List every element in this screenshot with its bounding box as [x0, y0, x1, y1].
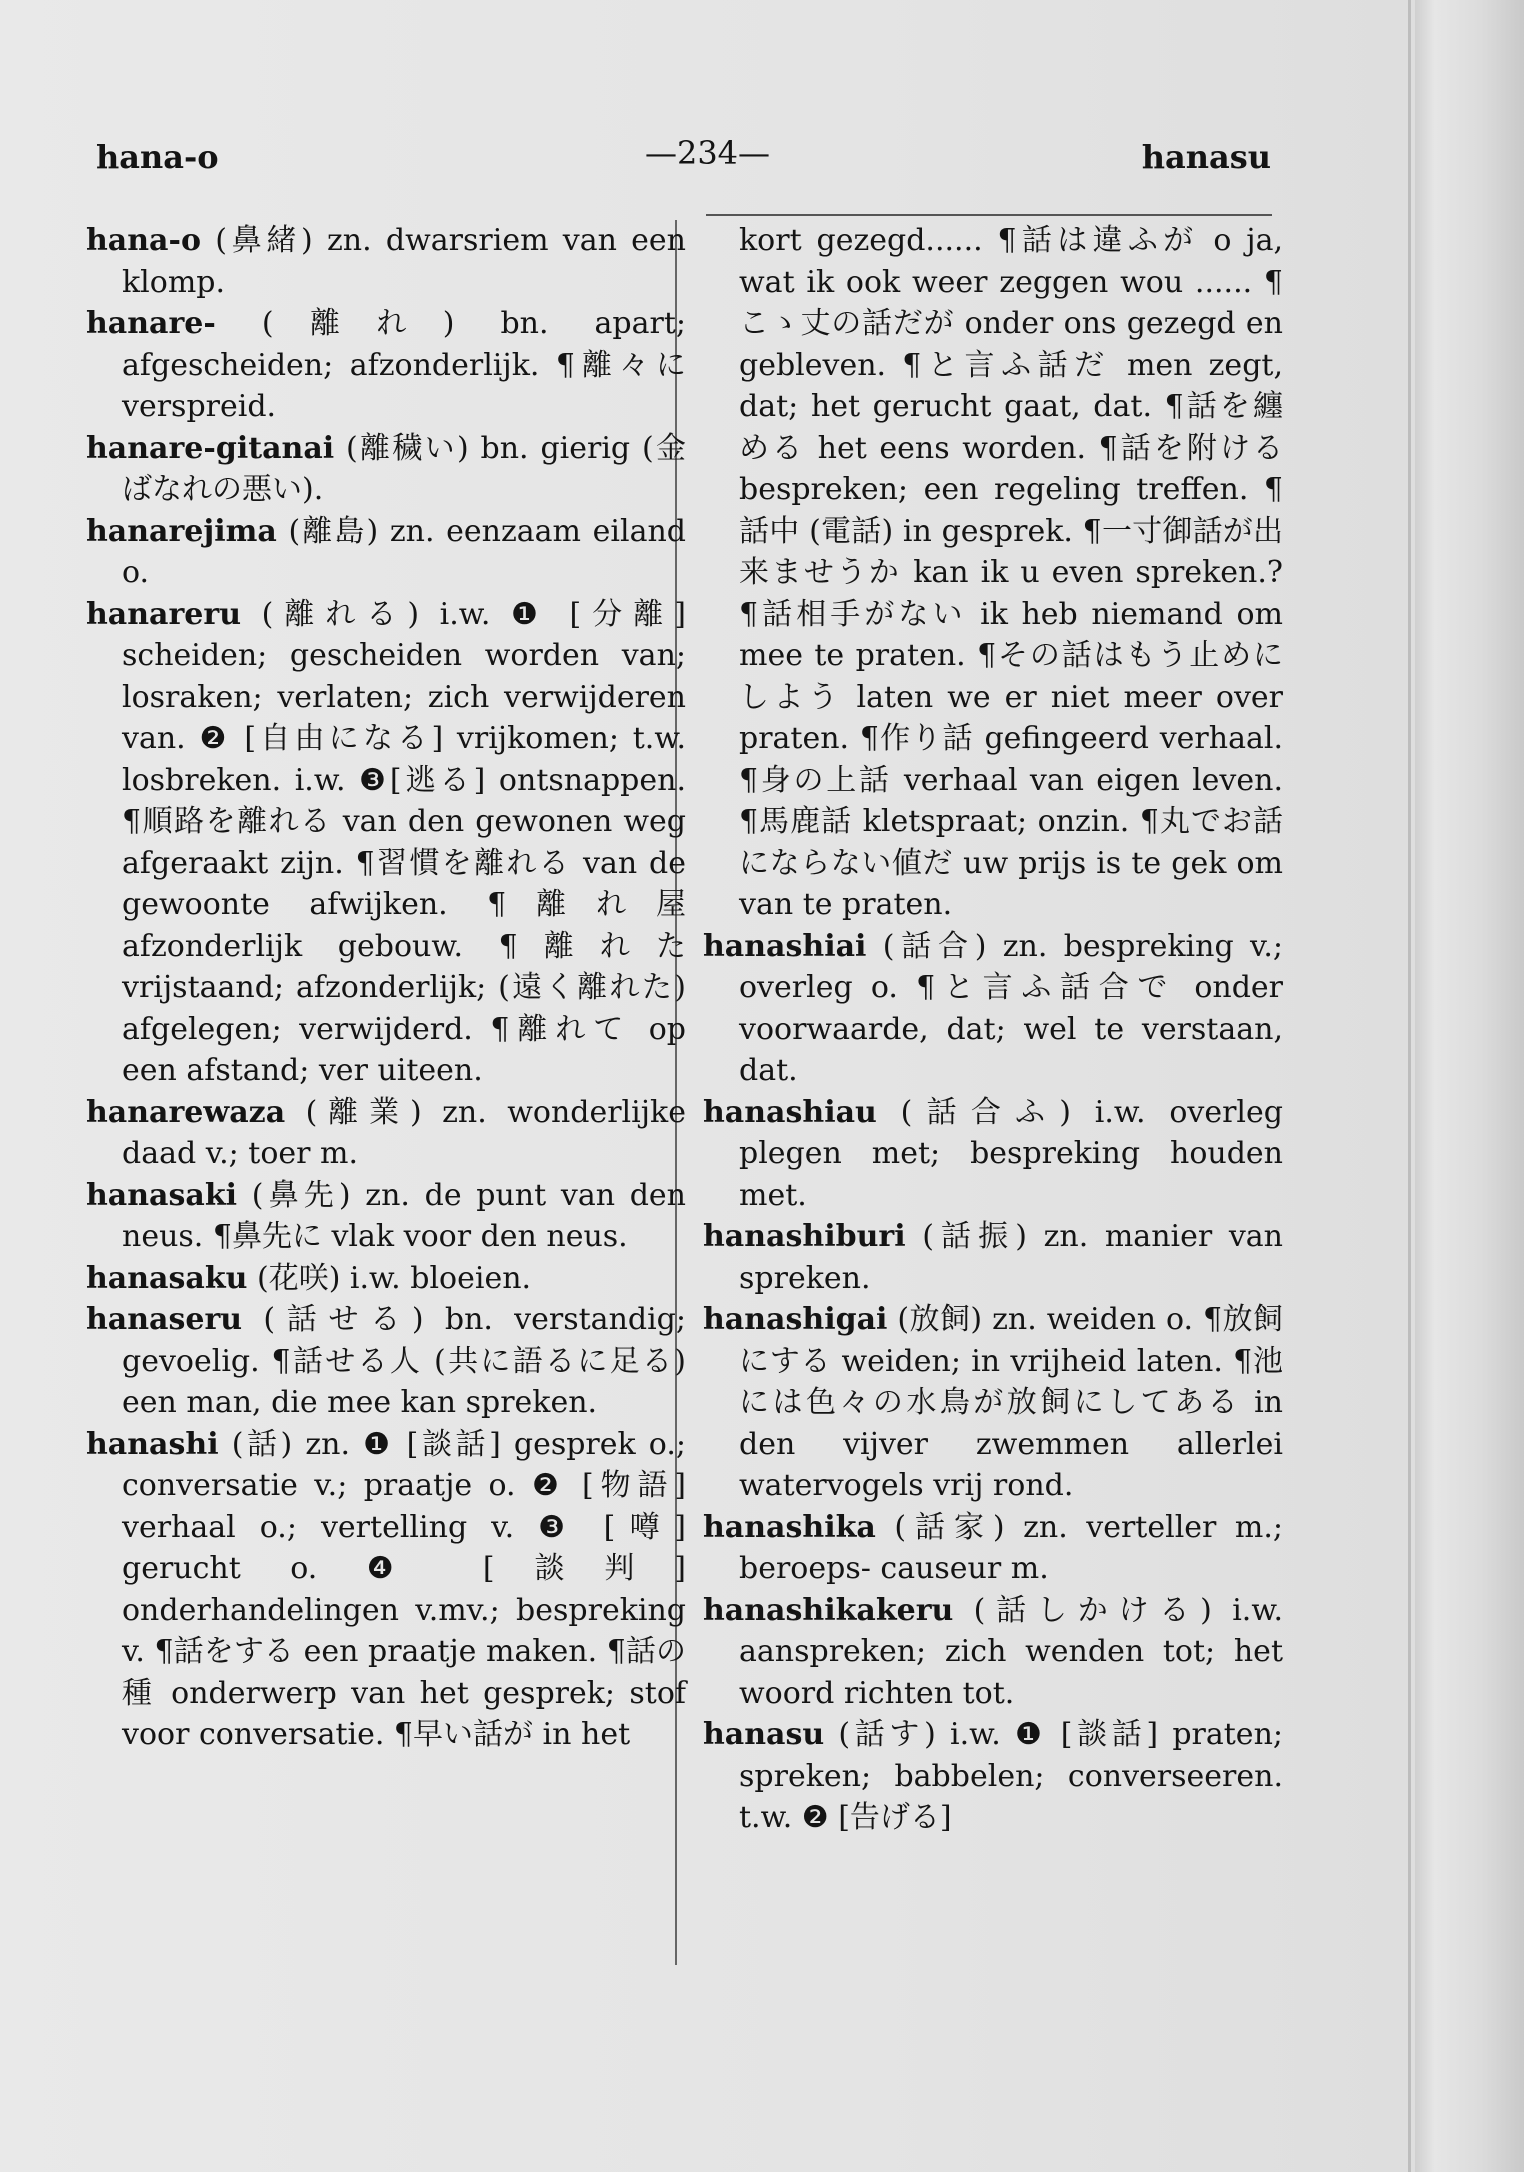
entry-headword: hana-o: [86, 223, 201, 258]
entry-headword: hanare-gitanai: [86, 430, 335, 466]
entry-headword: hanareru: [86, 596, 242, 632]
dictionary-entry: [703, 1092, 1283, 1217]
entry-headword: hanashi: [86, 1426, 219, 1462]
entry-body: (話) zn. ❶ [談話] gesprek o.; conversatie v.; praatje o. ❷ [物語] verhaal o.; vertelling v. ❸ [噂] gerucht o. ❹ [談判] onderhandelingen v.mv.; bespreking v. ¶話をする een praatje maken. ¶話の種 onderwerp van het gesprek; stof voor conversatie. ¶早い話が in het: [122, 1426, 686, 1752]
left-column: [86, 220, 686, 1756]
dictionary-entry: [86, 594, 686, 1092]
entry-headword: hanashiau: [703, 1094, 877, 1130]
entry-body: (離穢い) bn. gierig (金ばなれの悪い).: [122, 430, 686, 507]
page-number: —234—: [644, 134, 771, 172]
entry-body: (話す) i.w. ❶ [談話] praten; spreken; babbelen; converseeren. t.w. ❷ [告げる]: [739, 1717, 1283, 1835]
entry-headword: hanasaku: [86, 1260, 248, 1296]
facing-page-edge: [1415, 0, 1524, 2172]
entry-headword: hanasaki: [86, 1177, 238, 1213]
dictionary-entry: [86, 1424, 686, 1756]
entry-body: (話合) zn. bespreking v.; overleg o. ¶と言ふ話合で onder voorwaarde, dat; wel te verstaan, dat.: [739, 928, 1283, 1088]
dictionary-entry: [86, 1299, 686, 1424]
dictionary-entry: [86, 1092, 686, 1175]
entry-headword: hanashiburi: [703, 1219, 906, 1254]
entry-headword: hanasu: [703, 1717, 825, 1752]
dictionary-entry: [703, 1299, 1283, 1507]
entry-body: (話振) zn. manier van spreken.: [739, 1219, 1283, 1296]
dictionary-entry: [86, 1258, 686, 1300]
entry-headword: hanashigai: [703, 1302, 888, 1337]
entry-headword: hanashiai: [703, 928, 867, 964]
entry-headword: hanare-: [86, 306, 216, 341]
dictionary-entry: [703, 926, 1283, 1092]
entry-headword: hanashikakeru: [703, 1592, 954, 1628]
entry-body: (離業) zn. wonderlijke daad v.; toer m.: [122, 1094, 686, 1171]
dictionary-entry: [703, 1216, 1283, 1299]
dictionary-entry: [703, 1507, 1283, 1590]
entry-body: (話しかける) i.w. aanspreken; zich wenden tot; het woord richten tot.: [739, 1592, 1283, 1711]
entry-body: (離れ) bn. apart; afgescheiden; afzonderlijk. ¶離々に verspreid.: [122, 306, 686, 424]
dictionary-entry: [86, 511, 686, 594]
entry-headword: hanarewaza: [86, 1094, 286, 1130]
entry-body: (花咲) i.w. bloeien.: [256, 1260, 532, 1296]
dictionary-entry: [86, 303, 686, 428]
dictionary-entry: [86, 428, 686, 511]
entry-body: (話合ふ) i.w. overleg plegen met; bespreking houden met.: [739, 1094, 1283, 1213]
entry-body: (放飼) zn. weiden o. ¶放飼にする weiden; in vrijheid laten. ¶池には色々の水鳥が放飼にしてある in den vijver zwemmen allerlei watervogels vrij rond.: [739, 1302, 1283, 1503]
entry-body: (離れる) i.w. ❶ [分離] scheiden; gescheiden worden van; losraken; verlaten; zich verwijderen van. ❷ [自由になる] vrijkomen; t.w. losbreken. i.w. ❸[逃る] ontsnappen. ¶順路を離れる van den gewonen weg afgeraakt zijn. ¶習慣を離れる van de gewoonte afwijken. ¶離れ屋 afzonderlijk gebouw. ¶離れた vrijstaand; afzonderlijk; (遠く離れた) afgelegen; verwijderd. ¶離れて op een afstand; ver uiteen.: [122, 596, 686, 1088]
entry-body: kort gezegd...... ¶話は違ふが o ja, wat ik ook weer zeggen wou ...... ¶こゝ丈の話だが onder ons gezegd en gebleven. ¶と言ふ話だ men zegt, dat; het gerucht gaat, dat. ¶話を纏める het eens worden. ¶話を附ける bespreken; een regeling treffen. ¶話中 (電話) in gesprek. ¶一寸御話が出来ませうか kan ik u even spreken.? ¶話相手がない ik heb niemand om mee te praten. ¶その話はもう止めにしよう laten we er niet meer over praten. ¶作り話 gefingeerd verhaal. ¶身の上話 verhaal van eigen leven. ¶馬鹿話 kletspraat; onzin. ¶丸でお話にならない値だ uw prijs is te gek om van te praten.: [739, 223, 1283, 922]
right-column: [703, 220, 1283, 1839]
running-head-right: hanasu: [1141, 138, 1271, 176]
dictionary-entry-continuation: [703, 220, 1283, 926]
entry-body: (話家) zn. verteller m.; beroeps- causeur m.: [739, 1509, 1283, 1586]
entry-headword: hanashika: [703, 1509, 876, 1545]
dictionary-entry: [86, 220, 686, 303]
entry-body: (鼻緒) zn. dwarsriem van een klomp.: [122, 223, 686, 300]
entry-headword: hanarejima: [86, 513, 277, 549]
header-rule: [706, 214, 1272, 216]
entry-body: (鼻先) zn. de punt van den neus. ¶鼻先に vlak voor den neus.: [122, 1177, 687, 1254]
entry-body: (離島) zn. eenzaam eiland o.: [122, 513, 687, 590]
dictionary-entry: [703, 1590, 1283, 1715]
running-head-left: hana-o: [96, 138, 219, 176]
dictionary-entry: [703, 1714, 1283, 1839]
page-gutter-shadow: [1408, 0, 1411, 2172]
entry-body: (話せる) bn. verstandig; gevoelig. ¶話せる人 (共に語るに足る) een man, die mee kan spreken.: [122, 1302, 686, 1420]
dictionary-entry: [86, 1175, 686, 1258]
entry-headword: hanaseru: [86, 1302, 243, 1337]
